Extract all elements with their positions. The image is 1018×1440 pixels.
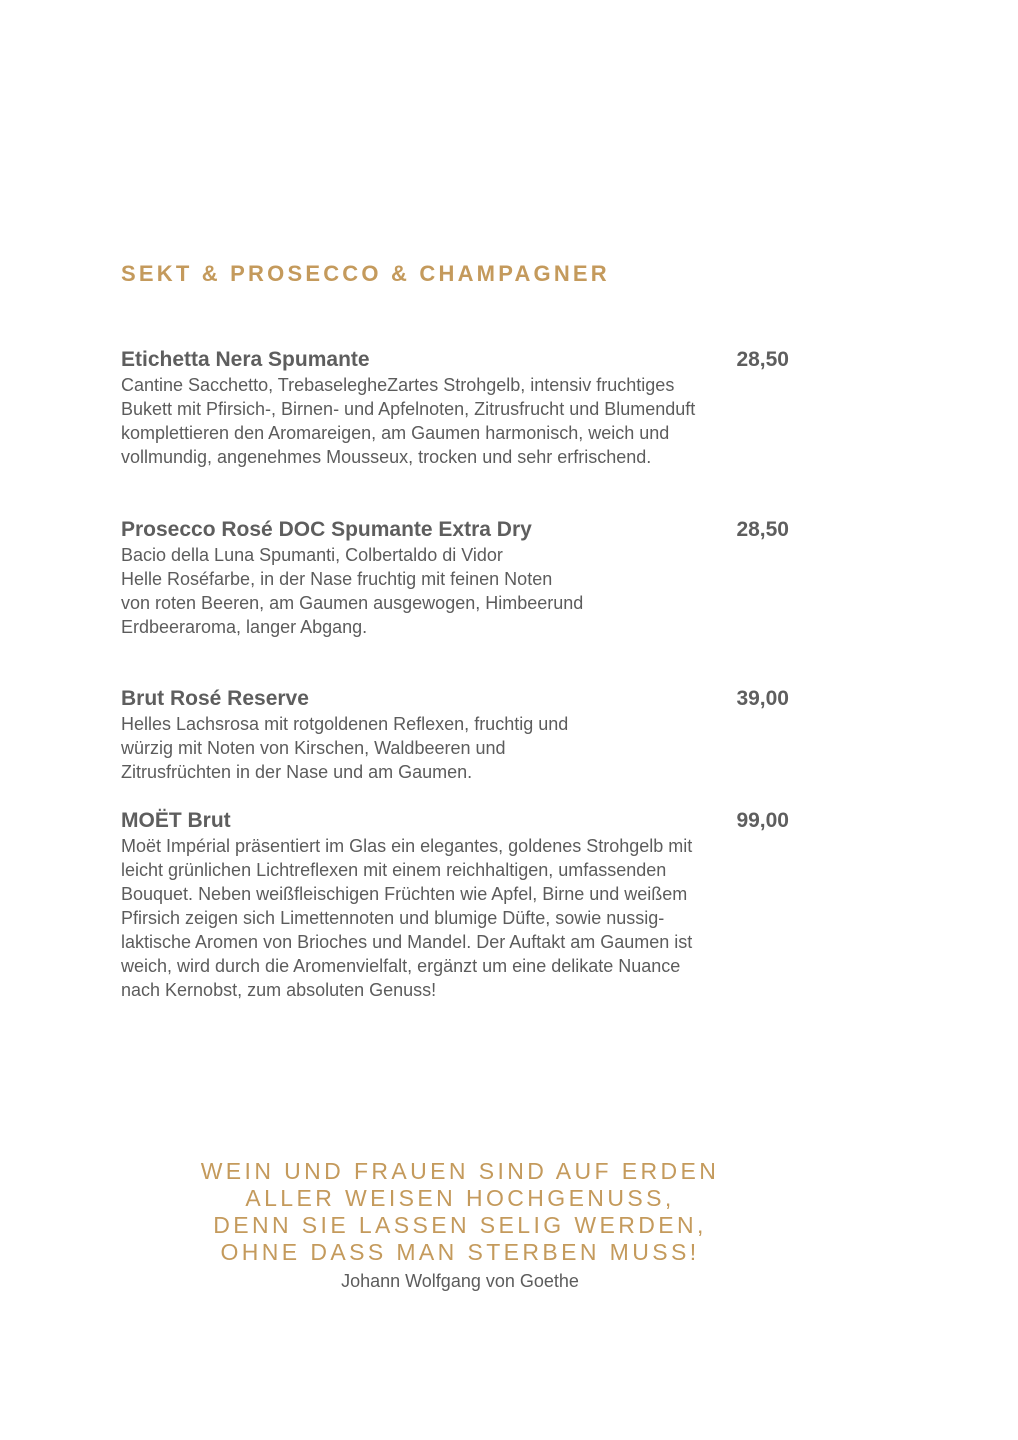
description-line: Bukett mit Pfirsich-, Birnen- und Apfelnoten, Zitrusfrucht und Blumenduft (121, 399, 696, 419)
description-line: Pfirsich zeigen sich Limettennoten und blumige Düfte, sowie nussig- (121, 908, 665, 928)
description-line: weich, wird durch die Aromenvielfalt, ergänzt um eine delikate Nuance (121, 956, 681, 976)
menu-item-price: 28,50 (736, 348, 789, 371)
menu-item-description (121, 712, 789, 784)
description-line: Helle Roséfarbe, in der Nase fruchtig mit feinen Noten (121, 569, 553, 589)
menu-item-name: MOËT Brut (121, 809, 231, 832)
description-line: Zitrusfrüchten in der Nase und am Gaumen. (121, 762, 473, 782)
description-line: Helles Lachsrosa mit rotgoldenen Reflexen, fruchtig und (121, 714, 569, 734)
description-line: Cantine Sacchetto, TrebaseleghеZartes Strohgelb, intensiv fruchtiges (121, 375, 675, 395)
quote-author: Johann Wolfgang von Goethe (341, 1271, 579, 1291)
menu-item-price: 99,00 (736, 809, 789, 832)
goethe-quote (0, 1158, 920, 1266)
menu-item-header (121, 517, 789, 543)
description-line: laktische Aromen von Brioches und Mandel. Der Auftakt am Gaumen ist (121, 932, 693, 952)
quote-line: OHNE DASS MAN STERBEN MUSS! (220, 1239, 700, 1265)
description-line: Erdbeeraroma, langer Abgang. (121, 617, 368, 637)
menu-item-brut-rose-reserve (121, 686, 789, 784)
description-line: von roten Beeren, am Gaumen ausgewogen, Himbeerund (121, 593, 584, 613)
menu-item-name: Etichetta Nera Spumante (121, 348, 370, 371)
menu-item-header (121, 686, 789, 712)
description-line: vollmundig, angenehmes Mousseux, trocken und sehr erfrischend. (121, 447, 652, 467)
description-line: nach Kernobst, zum absoluten Genuss! (121, 980, 437, 1000)
description-line: Moët Impérial präsentiert im Glas ein elegantes, goldenes Strohgelb mit (121, 836, 693, 856)
menu-item-header (121, 808, 789, 834)
description-line: Bacio della Luna Spumanti, Colbertaldo di Vidor (121, 545, 503, 565)
menu-item-prosecco-rose (121, 517, 789, 639)
menu-item-description (121, 834, 789, 1002)
quote-line: WEIN UND FRAUEN SIND AUF ERDEN (200, 1158, 720, 1184)
menu-item-etichetta-nera (121, 347, 789, 469)
description-line: Bouquet. Neben weißfleischigen Früchten wie Apfel, Birne und weißem (121, 884, 688, 904)
menu-item-header (121, 347, 789, 373)
menu-item-description (121, 373, 789, 469)
description-line: leicht grünlichen Lichtreflexen mit einem reichhaltigen, umfassenden (121, 860, 667, 880)
menu-item-price: 28,50 (736, 518, 789, 541)
menu-item-name: Brut Rosé Reserve (121, 687, 309, 710)
description-line: würzig mit Noten von Kirschen, Waldbeeren und (121, 738, 506, 758)
quote-line: DENN SIE LASSEN SELIG WERDEN, (213, 1212, 707, 1238)
menu-item-description (121, 543, 789, 639)
menu-item-price: 39,00 (736, 687, 789, 710)
menu-item-name: Prosecco Rosé DOC Spumante Extra Dry (121, 518, 532, 541)
quote-line: ALLER WEISEN HOCHGENUSS, (245, 1185, 675, 1211)
description-line: komplettieren den Aromareigen, am Gaumen harmonisch, weich und (121, 423, 670, 443)
menu-item-moet-brut (121, 808, 789, 1002)
section-title: SEKT & PROSECCO & CHAMPAGNER (121, 261, 610, 286)
